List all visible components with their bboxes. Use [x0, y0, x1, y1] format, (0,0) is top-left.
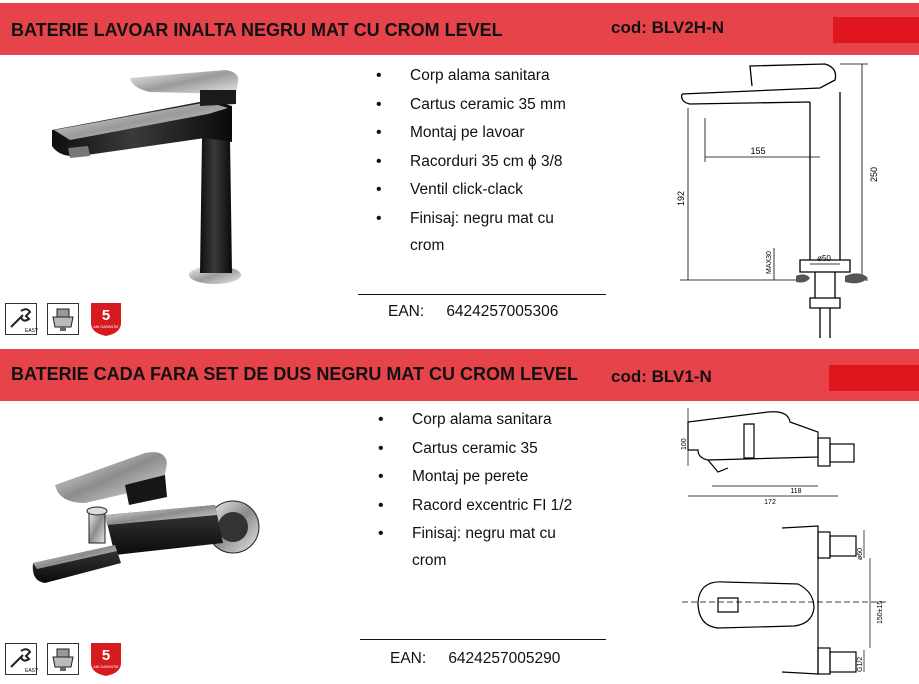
product-1-title: BATERIE LAVOAR INALTA NEGRU MAT CU CROM LEVEL	[11, 20, 503, 40]
product-1-technical-drawing	[660, 58, 885, 344]
easy-label: EASY	[25, 328, 39, 334]
wrench-icon	[5, 643, 37, 675]
product-1-feature: • Corp alama sanitara	[376, 62, 606, 91]
guarantee-text: ANI GARANTIE	[93, 665, 119, 669]
product-1-faucet-image	[40, 68, 260, 290]
product-1-code: cod: BLV2H-N	[611, 18, 725, 37]
guarantee-shield-icon	[89, 641, 123, 677]
guarantee-shield-icon	[89, 301, 123, 337]
product-2-code-box	[829, 365, 919, 391]
product-2-title: BATERIE CADA FARA SET DE DUS NEGRU MAT CU CROM LEVEL	[11, 364, 579, 384]
product-2-feature: • Cartus ceramic 35	[378, 435, 608, 464]
ean-value: 6424257005306	[446, 303, 559, 320]
drawing-dimension: 155	[750, 146, 766, 156]
drawing-dimension: 150±15	[877, 600, 884, 624]
product-1-feature: • Cartus ceramic 35 mm	[376, 91, 606, 120]
product-2-technical-drawing	[678, 402, 893, 682]
drawing-dimension: 250	[869, 166, 879, 182]
drawing-dimension: MAX30	[766, 251, 773, 274]
drawing-dimension: 100	[681, 438, 688, 450]
guarantee-years: 5	[101, 307, 111, 324]
drawing-dimension: 172	[764, 499, 776, 506]
product-1-ean	[388, 303, 558, 321]
ean-value: 6424257005290	[448, 650, 561, 667]
drawing-dimension: ø60	[857, 547, 864, 560]
easy-label: EASY	[25, 668, 39, 674]
cartridge-icon	[47, 303, 79, 335]
product-2-feature: • Racord excentric FI 1/2	[378, 492, 608, 521]
wrench-icon	[5, 303, 37, 335]
product-2-faucet-image	[25, 445, 275, 590]
product-2-feature: • Montaj pe perete	[378, 463, 608, 492]
product-1-feature: • Racorduri 35 cm ϕ 3/8	[376, 148, 606, 177]
guarantee-years: 5	[101, 647, 111, 664]
product-2-feature: • Finisaj: negru mat cu crom	[378, 520, 592, 574]
product-2-ean	[390, 650, 560, 668]
product-2-feature: • Corp alama sanitara	[378, 406, 608, 435]
product-1-ean-divider	[358, 294, 606, 295]
drawing-dimension: 192	[676, 190, 686, 206]
ean-label: EAN:	[390, 650, 427, 667]
guarantee-text: ANI GARANTIE	[93, 325, 119, 329]
product-1-feature: • Ventil click-clack	[376, 176, 606, 205]
product-1-feature: • Finisaj: negru mat cu crom	[376, 205, 590, 259]
drawing-dimension: 118	[790, 488, 802, 495]
drawing-dimension: ø50	[817, 254, 831, 263]
product-1-code-box	[833, 17, 919, 43]
drawing-dimension: G1/2	[857, 656, 864, 672]
cartridge-icon	[47, 643, 79, 675]
ean-label: EAN:	[388, 303, 425, 320]
product-2-feature-list	[378, 406, 608, 574]
product-2-ean-divider	[360, 639, 606, 640]
product-1-feature-list	[376, 62, 606, 259]
product-2-code: cod: BLV1-N	[611, 367, 712, 386]
product-1-feature: • Montaj pe lavoar	[376, 119, 606, 148]
